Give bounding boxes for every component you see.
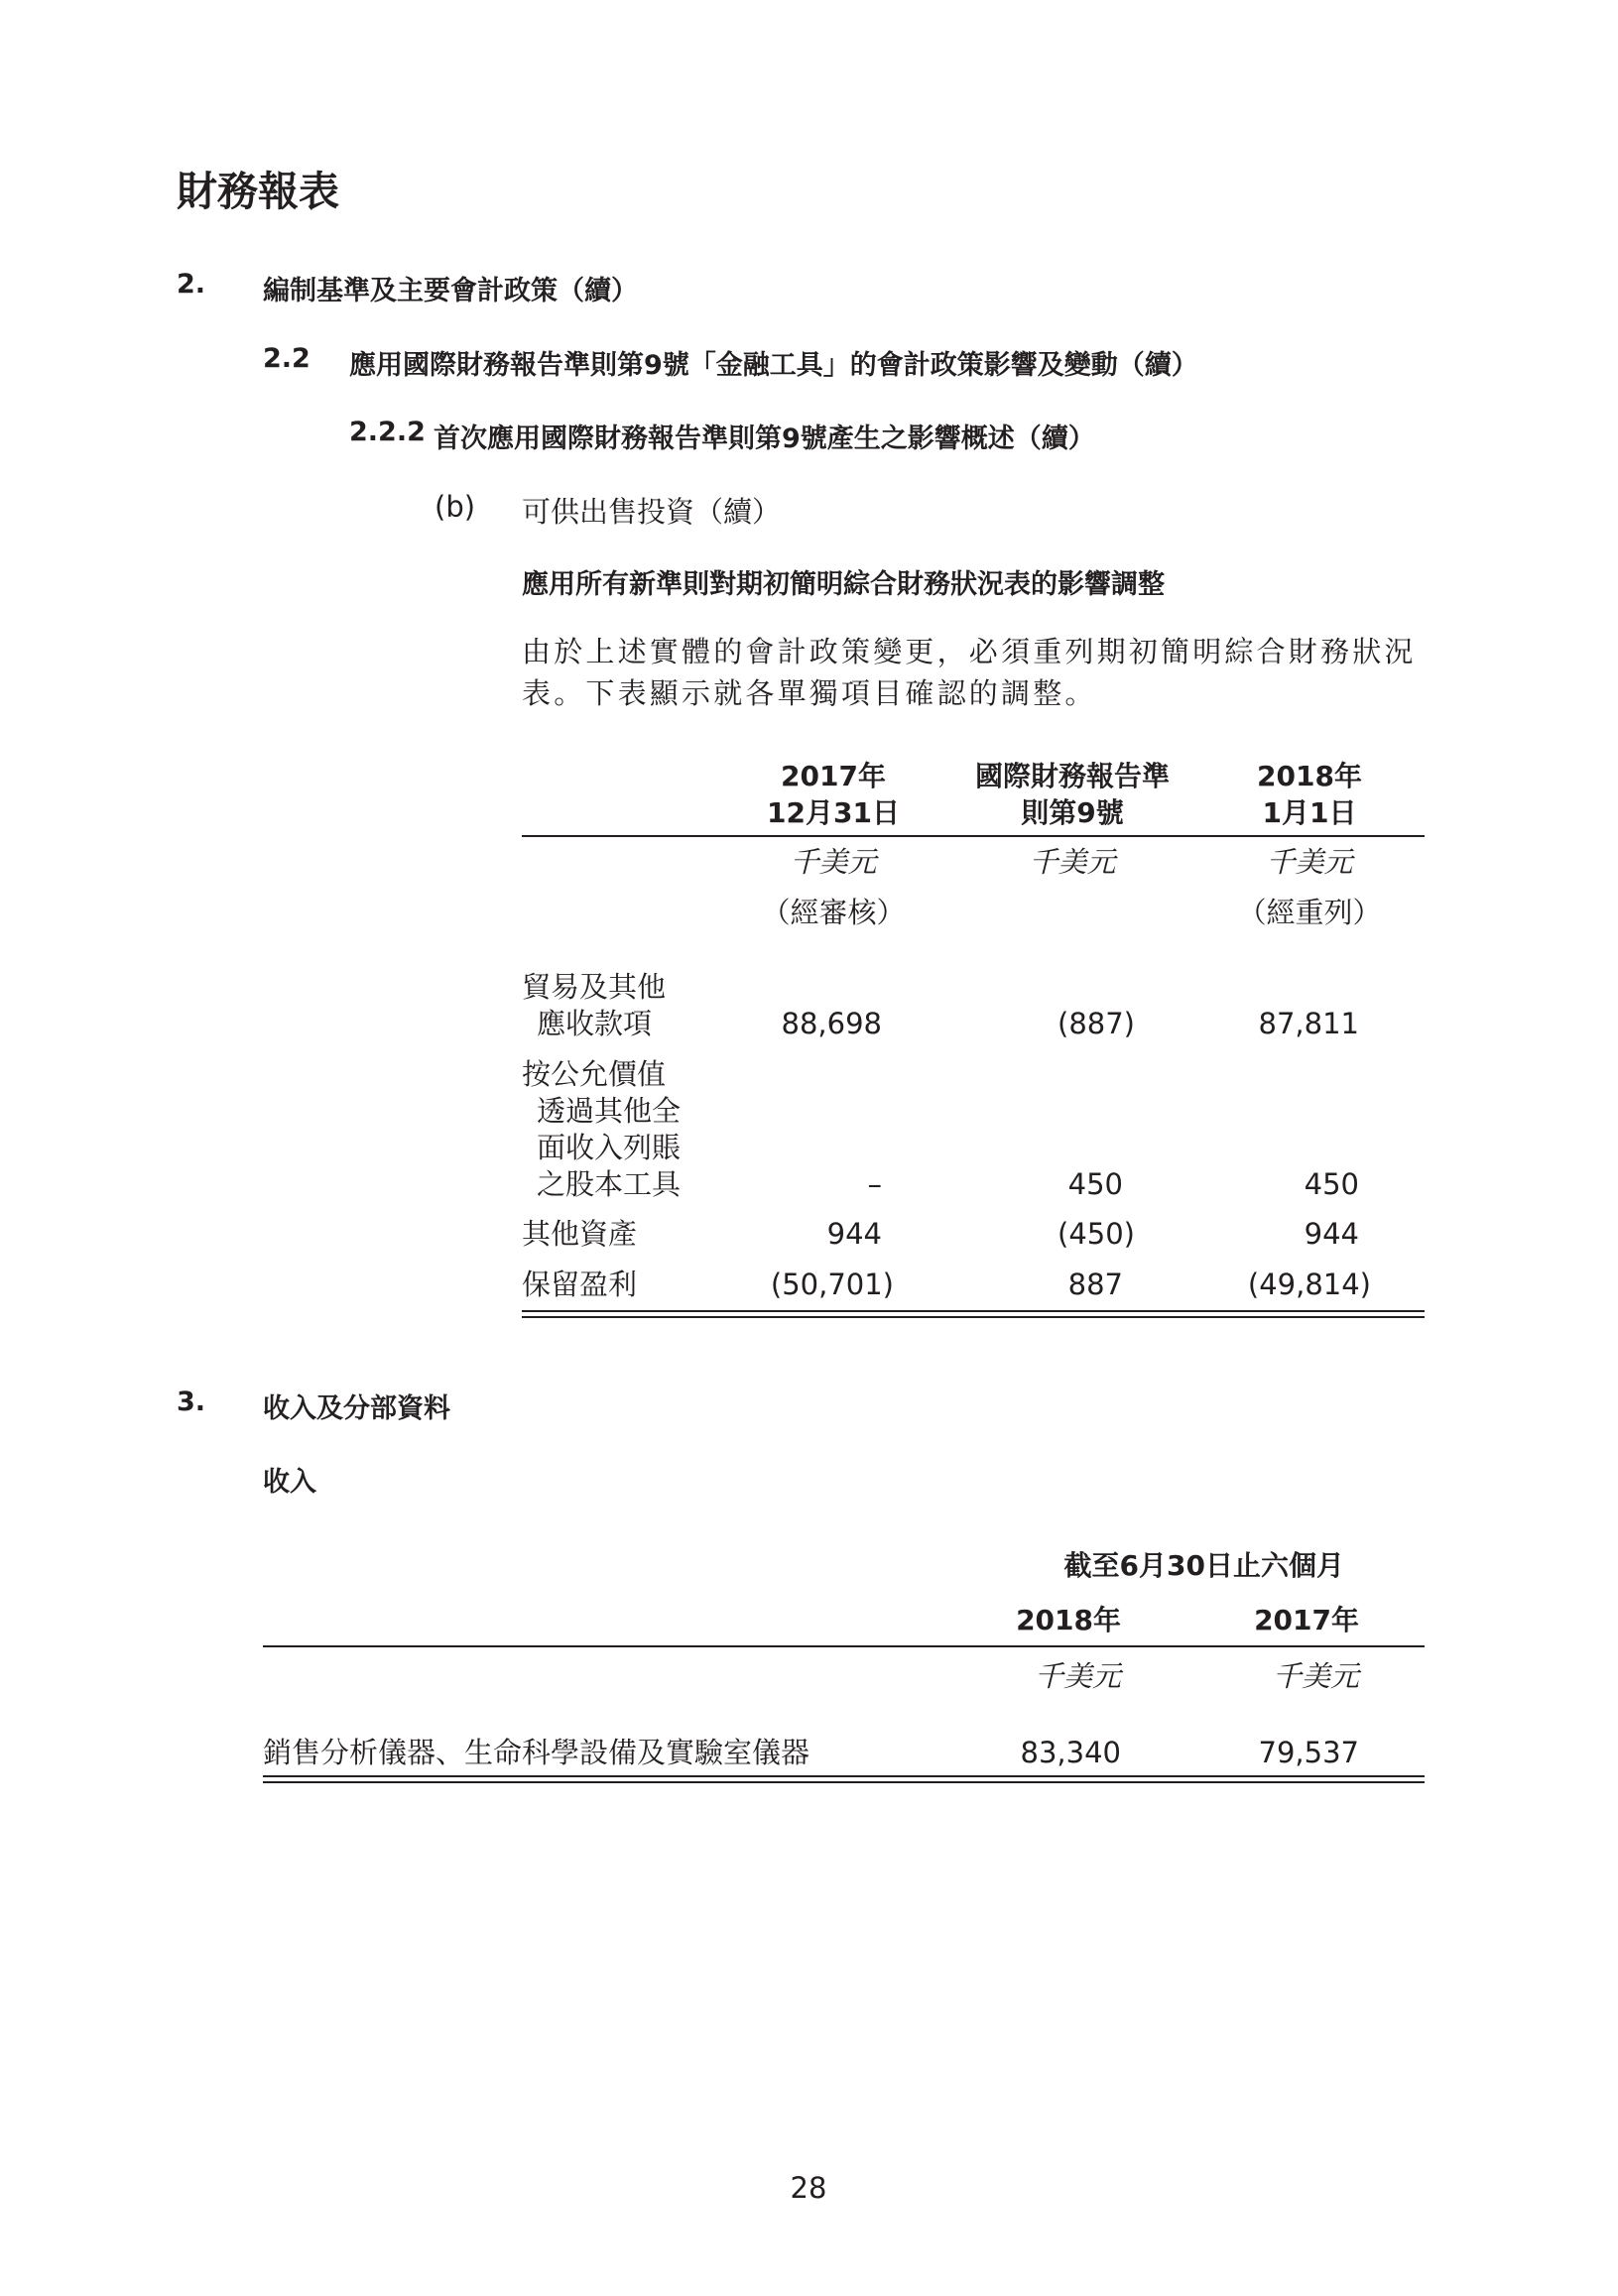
row2-label-line3: 面收入列賬 [537, 1131, 682, 1164]
section-3-number: 3. [177, 1387, 206, 1417]
section-2-2-2-title: 首次應用國際財務報告準則第9號產生之影響概述（續） [434, 423, 1095, 454]
table1-col3-note: （經重列） [1237, 896, 1382, 929]
section-2-title: 編制基準及主要會計政策（續） [263, 276, 638, 306]
section-2-number: 2. [177, 269, 206, 300]
row1-label-line1: 貿易及其他 [522, 970, 667, 1004]
row3-v2: (450) [1058, 1217, 1135, 1251]
table1-col2-unit: 千美元 [1029, 845, 1116, 879]
row4-v2: 887 [1067, 1268, 1123, 1301]
table1-col1-header-line2: 12月31日 [767, 796, 900, 829]
table2-col2-header: 2017年 [1254, 1604, 1359, 1636]
table2-header-rule [263, 1645, 1425, 1647]
table2-row-label: 銷售分析儀器、生命科學設備及實驗室儀器 [263, 1736, 810, 1769]
table2-col1-unit: 千美元 [1034, 1659, 1121, 1693]
page-number: 28 [790, 2171, 827, 2205]
page-title: 財務報表 [177, 168, 339, 215]
section-3-subtitle: 收入 [263, 1467, 316, 1498]
table1-col1-header-line1: 2017年 [781, 760, 886, 792]
section-3-title: 收入及分部資料 [263, 1393, 450, 1424]
table1-col2-header-line2: 則第9號 [1021, 796, 1124, 829]
row3-label: 其他資產 [522, 1217, 638, 1251]
table1-col3-header-line1: 2018年 [1257, 760, 1362, 792]
item-b-title: 可供出售投資（續） [522, 495, 782, 529]
row1-v3: 87,811 [1258, 1007, 1359, 1040]
table2-total-rule-top [263, 1775, 1425, 1777]
table2-row-v2: 79,537 [1258, 1736, 1359, 1769]
table1-col1-unit: 千美元 [790, 845, 877, 879]
explanatory-paragraph: 由於上述實體的會計政策變更，必須重列期初簡明綜合財務狀況表。下表顯示就各單獨項目確認的調整。 [522, 635, 1417, 710]
section-2-2-number: 2.2 [263, 343, 311, 374]
table2-total-rule-bottom [263, 1781, 1425, 1783]
row4-v1: (50,701) [770, 1268, 894, 1301]
table2-col2-unit: 千美元 [1272, 1659, 1359, 1693]
table2-row-v1: 83,340 [1020, 1736, 1121, 1769]
table1-col3-header-line2: 1月1日 [1262, 796, 1357, 829]
row4-label: 保留盈利 [522, 1268, 638, 1301]
row3-v1: 944 [826, 1217, 882, 1251]
row2-label-line1: 按公允價值 [522, 1057, 667, 1091]
section-2-2-2-number: 2.2.2 [349, 417, 426, 447]
table1-col1-note: （經審核） [761, 896, 906, 929]
row2-v3: 450 [1304, 1167, 1359, 1201]
table-heading: 應用所有新準則對期初簡明綜合財務狀況表的影響調整 [522, 569, 1165, 600]
table2-col1-header: 2018年 [1016, 1604, 1121, 1636]
row2-label-line2: 透過其他全 [537, 1094, 682, 1128]
row2-v2: 450 [1067, 1167, 1123, 1201]
row2-label-line4: 之股本工具 [537, 1167, 682, 1201]
table1-header-rule [522, 835, 1425, 837]
table1-col2-header-line1: 國際財務報告準 [974, 760, 1170, 792]
row4-v3: (49,814) [1247, 1268, 1371, 1301]
row1-label-line2: 應收款項 [537, 1007, 653, 1040]
row3-v3: 944 [1304, 1217, 1359, 1251]
table1-total-rule-top [522, 1310, 1425, 1312]
section-2-2-title: 應用國際財務報告準則第9號「金融工具」的會計政策影響及變動（續） [349, 350, 1198, 381]
table1-col3-unit: 千美元 [1266, 845, 1353, 879]
table2-period-header: 截至6月30日止六個月 [1063, 1549, 1344, 1582]
item-b-label: (b) [435, 490, 476, 524]
row2-v1: – [867, 1167, 882, 1201]
row1-v2: (887) [1058, 1007, 1135, 1040]
row1-v1: 88,698 [781, 1007, 882, 1040]
table1-total-rule-bottom [522, 1316, 1425, 1318]
